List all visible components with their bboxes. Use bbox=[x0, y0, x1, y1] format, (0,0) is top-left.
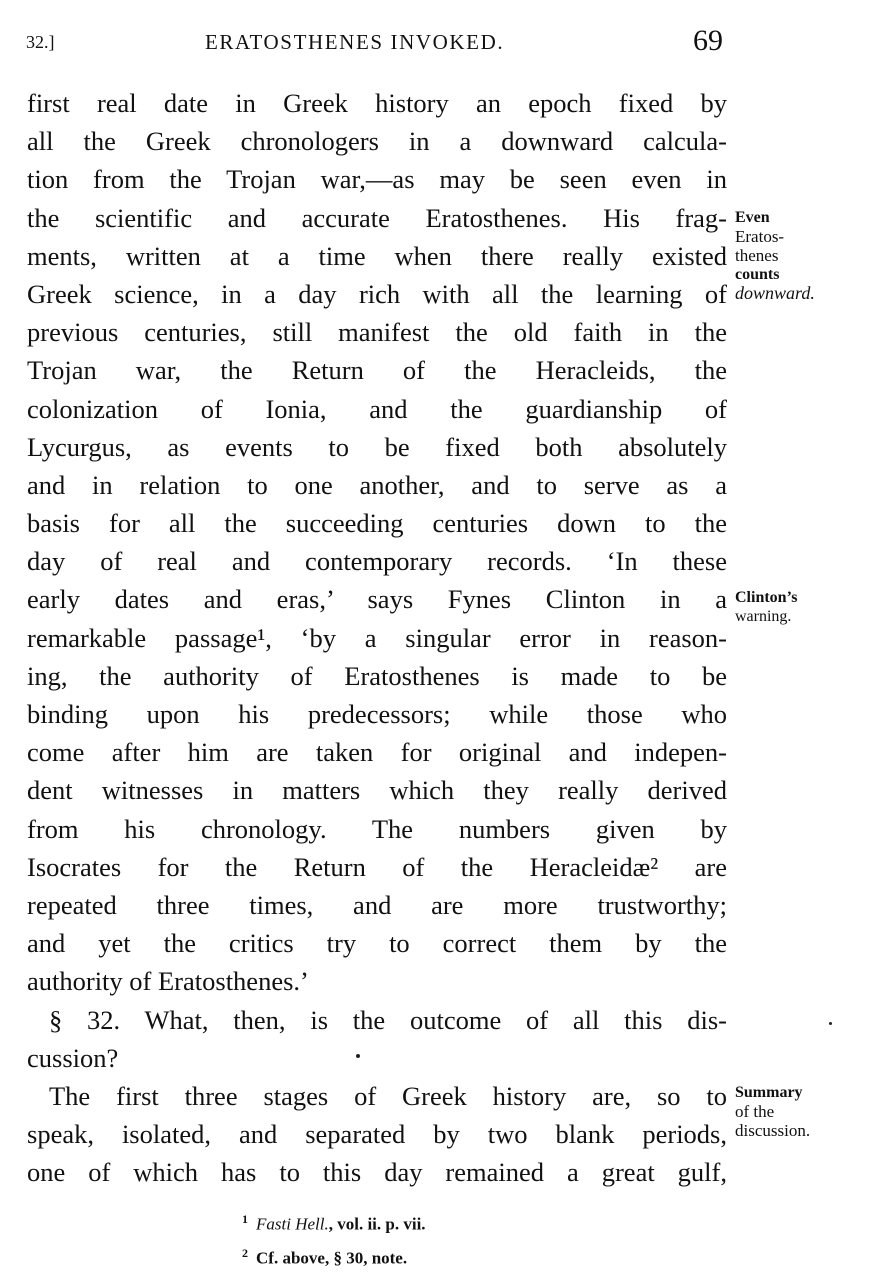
text-line: day of real and contemporary records. ‘In these bbox=[27, 546, 727, 577]
text-line: cussion? bbox=[27, 1042, 119, 1073]
margin-note-line: downward. bbox=[735, 283, 815, 303]
footnote-marker: 1 bbox=[242, 1212, 248, 1226]
main-text bbox=[27, 84, 727, 1191]
text-line: colonization of Ionia, and the guardianship of bbox=[27, 393, 727, 424]
text-line: Trojan war, the Return of the Heracleids, the bbox=[27, 355, 727, 386]
margin-note-line: Eratos- bbox=[735, 227, 785, 246]
text-line: and in relation to one another, and to serve as a bbox=[27, 469, 727, 500]
text-line: dent witnesses in matters which they really derived bbox=[27, 775, 727, 806]
section-heading-line: § 32. What, then, is the outcome of all this dis- bbox=[49, 1004, 727, 1035]
margin-note-line: Even bbox=[735, 209, 770, 226]
margin-note-line: thenes bbox=[735, 246, 779, 265]
text-line: repeated three times, and are more trustworthy; bbox=[27, 889, 727, 920]
text-line: first real date in Greek history an epoch fixed by bbox=[27, 88, 727, 118]
margin-note-line: warning. bbox=[735, 608, 792, 625]
ink-speck bbox=[829, 1022, 832, 1025]
footnote-title: Fasti Hell. bbox=[256, 1214, 329, 1234]
text-line: remarkable passage¹, ‘by a singular error in reason- bbox=[27, 622, 727, 653]
margin-note-eratosthenes bbox=[735, 208, 815, 303]
text-line: tion from the Trojan war,—as may be seen even in bbox=[27, 164, 727, 195]
text-line: the scientific and accurate Eratosthenes. His frag- bbox=[27, 202, 727, 233]
text-line: binding upon his predecessors; while those who bbox=[27, 699, 727, 729]
text-line: Isocrates for the Return of the Heracleidæ² are bbox=[27, 851, 727, 882]
text-line: from his chronology. The numbers given by bbox=[27, 813, 727, 844]
margin-note-line: Summary bbox=[735, 1084, 803, 1101]
margin-note-line: Clinton’s bbox=[735, 589, 798, 606]
text-line: Greek science, in a day rich with all the learning of bbox=[27, 278, 727, 309]
text-line: ments, written at a time when there really existed bbox=[27, 240, 727, 271]
running-header bbox=[0, 26, 871, 62]
text-line: previous centuries, still manifest the old faith in the bbox=[27, 317, 727, 348]
text-line: basis for all the succeeding centuries down to the bbox=[27, 508, 727, 539]
margin-note-line: of the bbox=[735, 1102, 775, 1121]
section-mark: 32.] bbox=[26, 32, 55, 52]
text-line: one of which has to this day remained a great gulf, bbox=[27, 1157, 727, 1188]
footnote-marker: 2 bbox=[242, 1245, 248, 1260]
footnote-1 bbox=[242, 1205, 426, 1239]
text-line: ing, the authority of Eratosthenes is made to be bbox=[27, 660, 727, 691]
running-title: ERATOSTHENES INVOKED. bbox=[205, 30, 505, 54]
footnote-2 bbox=[242, 1239, 426, 1273]
text-line: authority of Eratosthenes.’ bbox=[27, 966, 309, 997]
text-line: early dates and eras,’ says Fynes Clinton in a bbox=[27, 584, 727, 615]
margin-note-line: discussion. bbox=[735, 1121, 811, 1140]
text-line: Lycurgus, as events to be fixed both absolutely bbox=[27, 431, 727, 462]
page-number: 69 bbox=[693, 24, 723, 57]
text-line: all the Greek chronologers in a downward calcula- bbox=[27, 126, 727, 157]
margin-note-summary bbox=[735, 1083, 810, 1140]
footnotes bbox=[242, 1205, 426, 1272]
text-line: speak, isolated, and separated by two blank periods, bbox=[27, 1119, 727, 1150]
footnote-text: , vol. ii. p. vii. bbox=[328, 1214, 426, 1234]
margin-note-line: counts bbox=[735, 266, 780, 283]
ink-speck bbox=[356, 1054, 360, 1058]
margin-note-clinton bbox=[735, 588, 798, 626]
footnote-text: Cf. above, § 30, note. bbox=[256, 1248, 408, 1268]
text-line: come after him are taken for original and indepen- bbox=[27, 737, 727, 768]
text-line: and yet the critics try to correct them by the bbox=[27, 928, 727, 959]
text-line: The first three stages of Greek history are, so to bbox=[49, 1080, 727, 1111]
